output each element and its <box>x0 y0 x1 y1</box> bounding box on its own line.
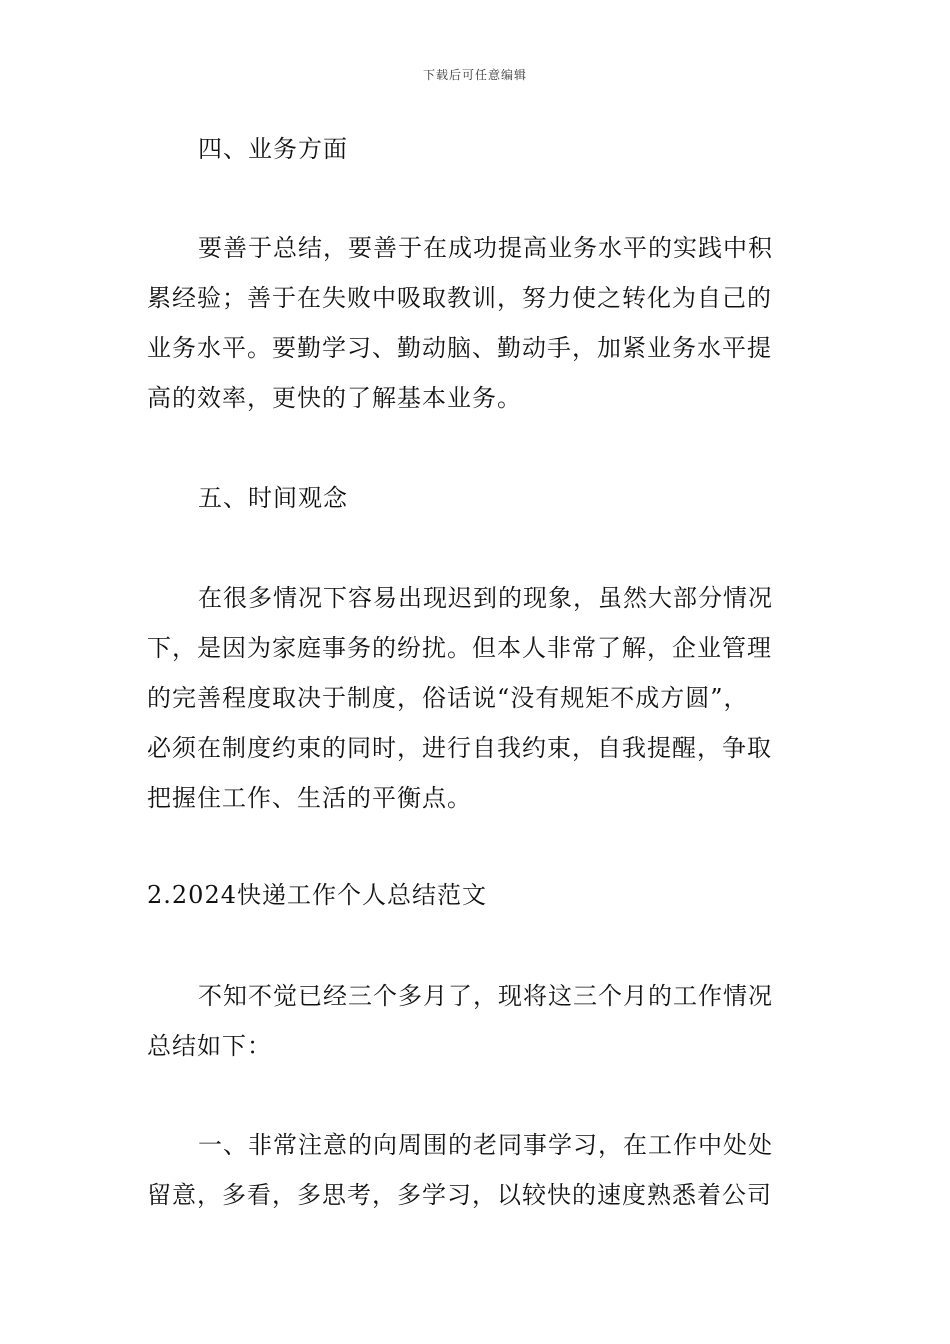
section-heading <box>147 473 815 523</box>
heading-line: 四、业务方面 <box>198 135 348 163</box>
paragraph <box>147 971 815 1071</box>
paragraph-line: 一、非常注意的向周围的老同事学习，在工作中处处 <box>198 1131 773 1159</box>
paragraph-line: 不知不觉已经三个多月了，现将这三个月的工作情况 <box>198 982 773 1010</box>
paragraph <box>147 573 815 823</box>
paragraph-line: 在很多情况下容易出现迟到的现象，虽然大部分情况 <box>198 584 773 612</box>
paragraph-line: 业务水平。要勤学习、勤动脑、勤动手，加紧业务水平提 <box>147 334 772 362</box>
paragraph-line: 要善于总结，要善于在成功提高业务水平的实践中积 <box>198 234 773 262</box>
paragraph-line: 把握住工作、生活的平衡点。 <box>147 784 472 812</box>
section-heading <box>147 124 815 174</box>
document-title <box>147 870 815 920</box>
paragraph-line: 累经验；善于在失败中吸取教训，努力使之转化为自己的 <box>147 284 772 312</box>
paragraph-line: 总结如下： <box>147 1032 272 1060</box>
header-note: 下载后可任意编辑 <box>422 68 527 82</box>
heading-line: 五、时间观念 <box>198 484 348 512</box>
paragraph-line: 高的效率，更快的了解基本业务。 <box>147 384 522 412</box>
paragraph-line: 下，是因为家庭事务的纷扰。但本人非常了解，企业管理 <box>147 634 772 662</box>
paragraph-line: 必须在制度约束的同时，进行自我约束，自我提醒，争取 <box>147 734 772 762</box>
paragraph-line: 留意，多看，多思考，多学习，以较快的速度熟悉着公司 <box>147 1181 772 1209</box>
paragraph <box>147 1120 815 1220</box>
paragraph <box>147 223 815 423</box>
paragraph-line: 的完善程度取决于制度，俗话说“没有规矩不成方圆”， <box>147 684 749 712</box>
title-line: 2.2024快递工作个人总结范文 <box>147 881 487 909</box>
